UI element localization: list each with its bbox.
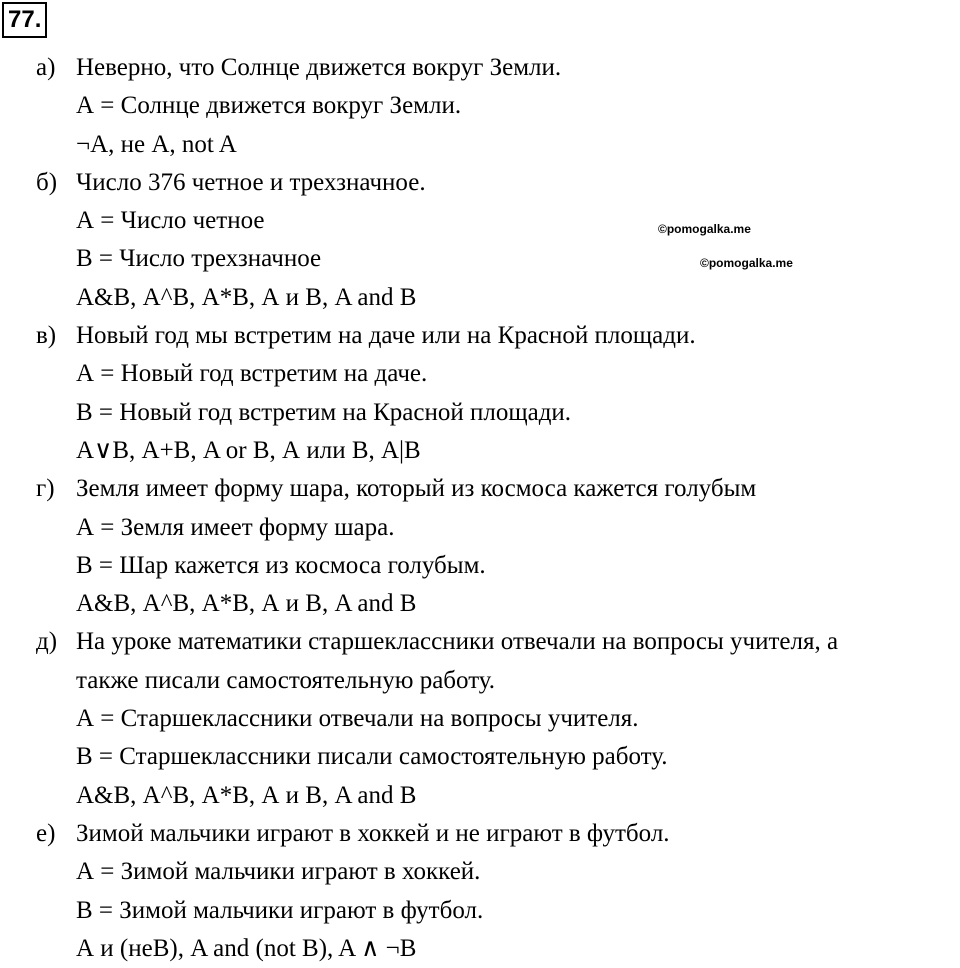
item-label: г) xyxy=(36,475,55,503)
line-text: Новый год мы встретим на даче или на Красной площади. xyxy=(76,322,696,350)
line-text: Земля имеет форму шара, который из космоса кажется голубым xyxy=(76,475,757,503)
line-text: Неверно, что Солнце движется вокруг Земли. xyxy=(76,54,562,81)
text-line xyxy=(0,509,960,547)
text-line xyxy=(0,815,960,853)
text-line xyxy=(0,240,960,278)
text-line xyxy=(0,49,960,87)
line-text: В = Новый год встретим на Красной площади. xyxy=(76,398,572,426)
text-line xyxy=(0,317,960,355)
line-text: В = Число трехзначное xyxy=(76,245,322,273)
line-text: Число 376 четное и трехзначное. xyxy=(76,168,426,196)
line-text: В = Шар кажется из космоса голубым. xyxy=(76,551,486,579)
text-line xyxy=(0,432,960,470)
text-line xyxy=(0,126,960,164)
text-line xyxy=(0,585,960,623)
line-text: А&В, А^В, А*В, А и В, A and B xyxy=(76,283,417,311)
text-line xyxy=(0,279,960,317)
line-text: А&В, А^В, А*В, А и В, A and B xyxy=(76,781,417,809)
line-text: ¬А, не А, not A xyxy=(76,130,237,158)
task-number: 77. xyxy=(2,2,47,38)
document-body xyxy=(0,49,960,968)
item-label: е) xyxy=(36,819,56,847)
line-text: А = Старшеклассники отвечали на вопросы учителя. xyxy=(76,705,639,733)
line-text: также писали самостоятельную работу. xyxy=(76,666,496,694)
text-line xyxy=(0,394,960,432)
item-label: д) xyxy=(36,628,58,656)
text-line xyxy=(0,470,960,508)
text-line xyxy=(0,623,960,661)
line-text: А и (неВ), A and (not B), A ∧ ¬B xyxy=(76,934,417,962)
text-line xyxy=(0,662,960,700)
text-line xyxy=(0,700,960,738)
line-text: А&В, А^В, А*В, А и В, A and B xyxy=(76,590,417,618)
text-line xyxy=(0,202,960,240)
text-line xyxy=(0,87,960,125)
line-text: Зимой мальчики играют в хоккей и не играют в футбол. xyxy=(76,819,670,847)
item-label: б) xyxy=(36,168,58,196)
watermark: ©pomogalka.me xyxy=(700,256,793,270)
text-line xyxy=(0,853,960,891)
line-text: А = Число четное xyxy=(76,207,265,235)
text-line xyxy=(0,547,960,585)
text-line xyxy=(0,355,960,393)
watermark: ©pomogalka.me xyxy=(658,222,751,236)
line-text: А = Зимой мальчики играют в хоккей. xyxy=(76,858,481,886)
text-line xyxy=(0,892,960,930)
text-line xyxy=(0,930,960,968)
line-text: А∨В, А+В, A or B, А или В, А|В xyxy=(76,436,421,464)
text-line xyxy=(0,164,960,202)
line-text: А = Новый год встретим на даче. xyxy=(76,360,428,388)
line-text: В = Старшеклассники писали самостоятельную работу. xyxy=(76,743,668,771)
item-label: а) xyxy=(36,54,56,81)
line-text: В = Зимой мальчики играют в футбол. xyxy=(76,896,484,924)
item-label: в) xyxy=(36,322,57,350)
line-text: А = Солнце движется вокруг Земли. xyxy=(76,92,462,120)
line-text: На уроке математики старшеклассники отвечали на вопросы учителя, а xyxy=(76,628,839,656)
line-text: А = Земля имеет форму шара. xyxy=(76,513,395,541)
text-line xyxy=(0,738,960,776)
text-line xyxy=(0,777,960,815)
